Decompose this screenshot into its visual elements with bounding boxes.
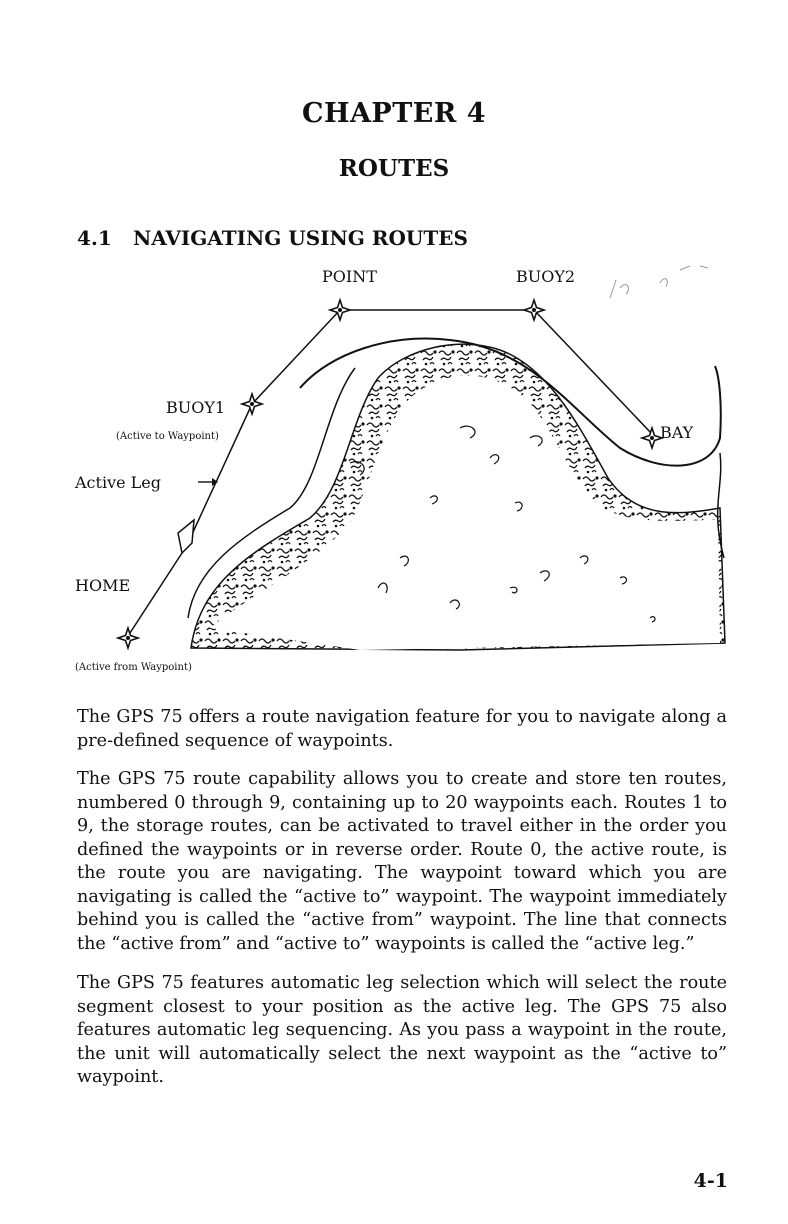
paragraph-intro: The GPS 75 offers a route navigation feature for you to navigate along a pre-defined sequence of waypoints.: [77, 707, 727, 751]
waypoint-home-icon: [118, 628, 138, 648]
boat-icon: [178, 520, 194, 553]
label-active-to: (Active to Waypoint): [116, 431, 219, 442]
route-diagram-svg: [60, 258, 740, 688]
label-buoy2: BUOY2: [516, 267, 576, 286]
paragraph-route-capability: The GPS 75 route capability allows you to create and store ten routes, numbered 0 through 9, containing up to 20 waypoints each. Routes 1 to 9, the storage routes, can be activated to travel either in the order you defined the waypoints or in reverse order. Route 0, the active route, is the route you are navigating. The waypoint toward which you are navigating is called the “active to” waypoint. The waypoint immediately behind you is called the “active from” waypoint. The line that connects the “active from” and “active to” waypoints is called the “active leg.”: [77, 769, 727, 954]
route-diagram: [60, 258, 740, 688]
label-bay: BAY: [660, 423, 694, 442]
chapter-subtitle: ROUTES: [338, 155, 450, 182]
label-active-leg: Active Leg: [75, 473, 161, 492]
label-point: POINT: [322, 267, 377, 286]
waypoint-bay-icon: [642, 428, 662, 448]
chapter-title: CHAPTER 4: [301, 98, 487, 129]
section-heading: [77, 226, 468, 250]
label-buoy1: BUOY1: [166, 398, 226, 417]
section-number: 4.1: [77, 226, 112, 250]
paragraph-leg-selection: The GPS 75 features automatic leg selection which will select the route segment closest to your position as the active leg. The GPS 75 also features automatic leg sequencing. As you pass a waypoint in the route, the unit will automatically select the next waypoint as the “active to” waypoint.: [77, 973, 727, 1087]
label-active-from: (Active from Waypoint): [75, 662, 192, 673]
label-home: HOME: [75, 576, 131, 595]
page-number: 4-1: [693, 1170, 728, 1192]
section-title: NAVIGATING USING ROUTES: [133, 226, 468, 250]
